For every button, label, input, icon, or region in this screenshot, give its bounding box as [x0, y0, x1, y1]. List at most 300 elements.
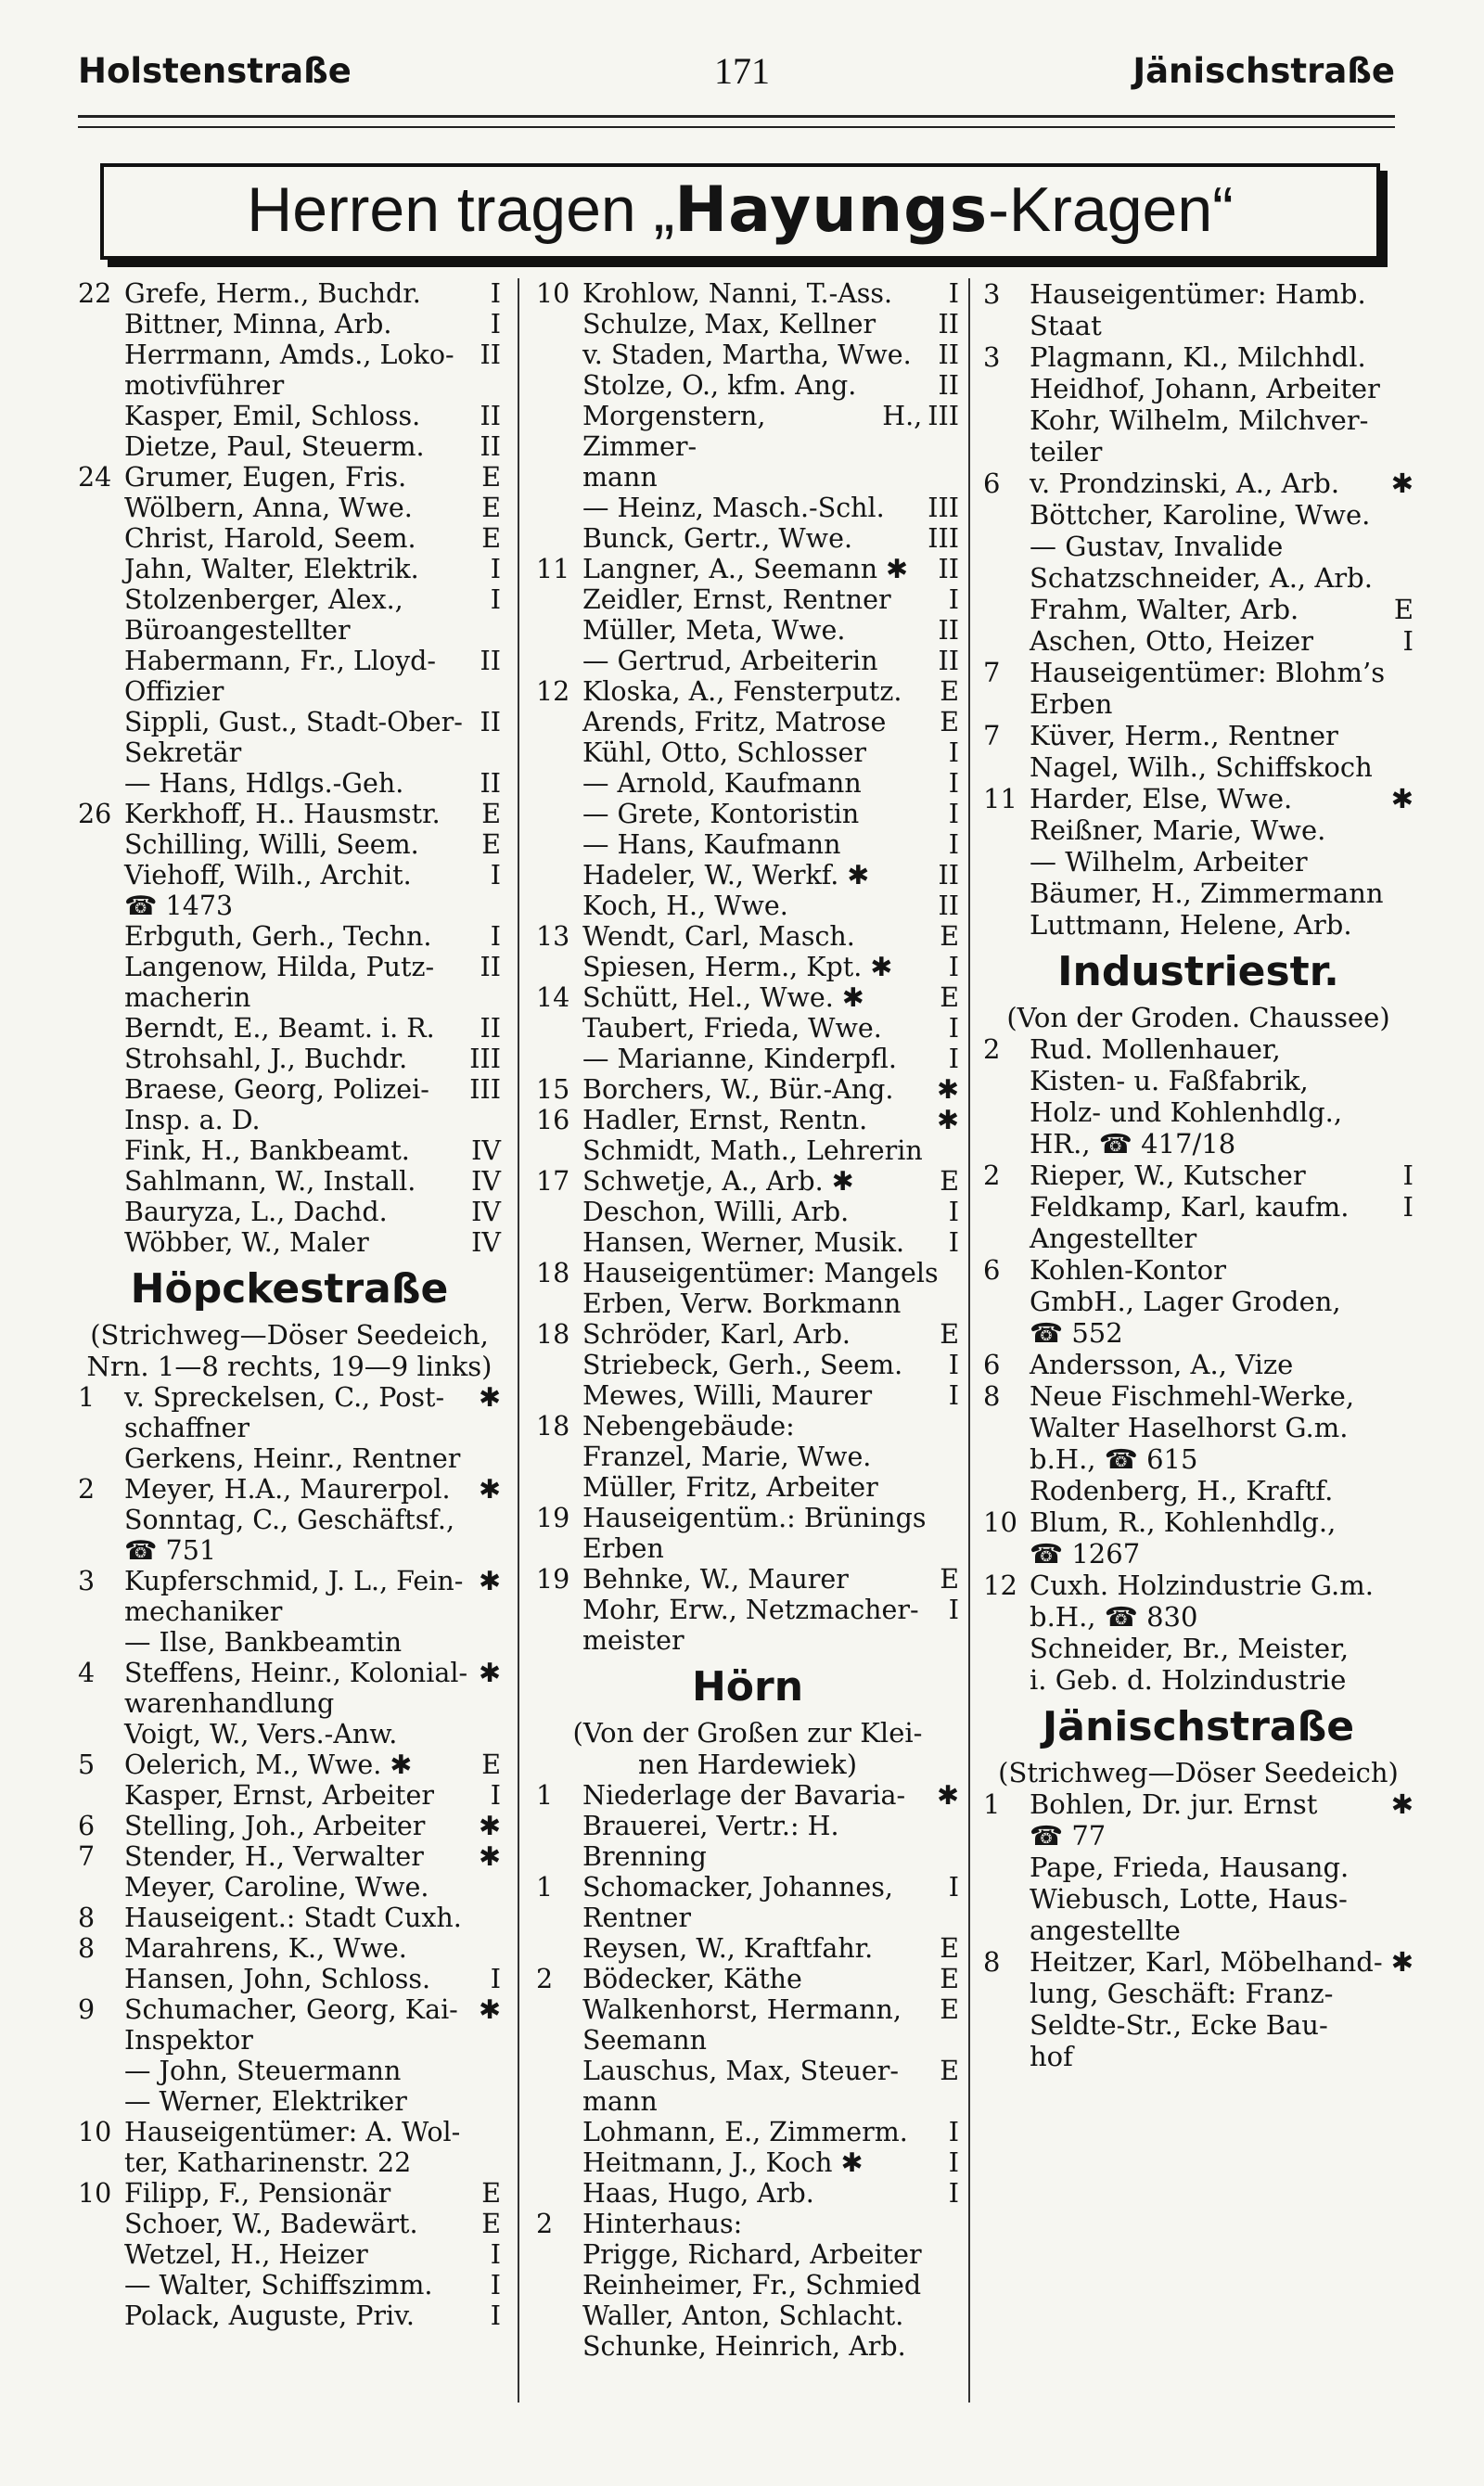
floor-marker: II — [938, 891, 959, 921]
resident-entry — [78, 1197, 501, 1227]
floor-marker — [495, 1872, 501, 1903]
floor-marker: E — [481, 523, 501, 554]
house-number: 4 — [78, 1658, 96, 1688]
resident-text: Hansen, John, Schloss. — [124, 1964, 431, 1994]
resident-entry — [78, 1566, 501, 1627]
resident-entry — [78, 1443, 501, 1474]
floor-marker — [1408, 1633, 1414, 1696]
floor-marker: I — [490, 1964, 501, 1994]
resident-entry — [536, 737, 959, 768]
house-number: 2 — [536, 1964, 554, 1994]
resident-entry — [983, 1191, 1414, 1254]
resident-text: — Hans, Kaufmann — [582, 829, 841, 860]
resident-text: Hansen, Werner, Musik. — [582, 1227, 905, 1258]
resident-text: Schomacker, Johannes, Rentner — [582, 1872, 893, 1933]
floor-marker — [953, 1411, 959, 1472]
running-head-left: Holstenstraße — [78, 51, 352, 91]
resident-entry — [983, 594, 1414, 625]
resident-text: Schneider, Br., Meister, i. Geb. d. Holzindustrie — [1030, 1633, 1350, 1696]
floor-marker: II — [480, 952, 501, 982]
house-number: 2 — [536, 2209, 554, 2239]
resident-entry — [536, 707, 959, 737]
resident-entry — [78, 1933, 501, 1964]
house-number — [536, 523, 582, 554]
floor-marker: E — [940, 707, 959, 737]
ad-brand: Hayungs — [674, 173, 989, 247]
resident-entry — [983, 1254, 1414, 1349]
resident-text: Stender, H., Verwalter — [124, 1841, 424, 1872]
house-number: 3 — [78, 1566, 96, 1596]
house-number: 12 — [536, 676, 570, 707]
resident-text: Hauseigentümer: Mangels Erben, Verw. Borkmann — [582, 1258, 939, 1319]
floor-marker: I — [948, 1013, 959, 1044]
resident-entry — [536, 1013, 959, 1044]
floor-marker: IV — [471, 1135, 501, 1166]
house-number — [78, 431, 124, 462]
house-number: 2 — [983, 1160, 1001, 1191]
floor-marker: III — [928, 493, 959, 523]
floor-marker: I — [490, 584, 501, 615]
street-heading: Jänischstraße — [1042, 1703, 1355, 1750]
house-number: 7 — [78, 1841, 96, 1872]
floor-marker: II — [938, 340, 959, 370]
resident-entry — [78, 2209, 501, 2239]
floor-marker — [495, 2086, 501, 2117]
floor-marker: I — [948, 737, 959, 768]
resident-entry — [536, 1780, 959, 1872]
floor-marker — [495, 1719, 501, 1749]
floor-marker: II — [480, 768, 501, 799]
resident-text: Hauseigentümer: Blohm’s Erben — [1030, 657, 1386, 720]
floor-marker: I — [948, 799, 959, 829]
resident-text: Andersson, A., Vize — [1030, 1349, 1294, 1380]
resident-entry — [78, 462, 501, 493]
resident-entry — [536, 646, 959, 676]
floor-marker: I — [948, 1197, 959, 1227]
resident-text: Viehoff, Wilh., Archit. ☎ 1473 — [124, 860, 412, 921]
house-number — [78, 2086, 124, 2117]
resident-entry — [983, 1475, 1414, 1506]
resident-text: Wiebusch, Lotte, Haus- angestellte — [1030, 1883, 1348, 1946]
resident-text: Kerkhoff, H.. Hausmstr. — [124, 799, 441, 829]
resident-entry — [536, 829, 959, 860]
floor-marker: E — [1393, 594, 1414, 625]
resident-text: Feldkamp, Karl, kaufm. Angestellter — [1030, 1191, 1350, 1254]
house-number — [536, 2178, 582, 2209]
resident-entry — [536, 1166, 959, 1197]
resident-text: Sahlmann, W., Install. — [124, 1166, 416, 1197]
house-number — [983, 1191, 1030, 1254]
house-number — [983, 814, 1030, 846]
house-number — [78, 2239, 124, 2270]
resident-text: Langner, A., Seemann ✱ — [582, 554, 909, 584]
house-number — [983, 404, 1030, 468]
floor-marker: E — [940, 921, 959, 952]
resident-text: Dietze, Paul, Steuerm. — [124, 431, 425, 462]
resident-text: v. Prondzinski, A., Arb. — [1030, 468, 1340, 499]
resident-text: Nebengebäude: Franzel, Marie, Wwe. — [582, 1411, 872, 1472]
resident-entry — [536, 1994, 959, 2056]
house-number: 1 — [536, 1780, 554, 1811]
house-number — [78, 584, 124, 646]
resident-entry — [536, 370, 959, 401]
floor-marker: I — [948, 2178, 959, 2209]
floor-marker: ✱ — [1390, 468, 1414, 499]
floor-marker: II — [938, 554, 959, 584]
resident-entry — [536, 2056, 959, 2117]
floor-marker: I — [490, 1780, 501, 1811]
resident-entry — [983, 1852, 1414, 1883]
floor-marker: I — [1402, 625, 1414, 657]
resident-text: Bäumer, H., Zimmermann — [1030, 878, 1384, 909]
floor-marker — [953, 2300, 959, 2331]
resident-text: Taubert, Frieda, Wwe. — [582, 1013, 882, 1044]
floor-marker: ✱ — [937, 1780, 959, 1811]
house-number: 18 — [536, 1258, 570, 1288]
resident-text: Sippli, Gust., Stadt-Ober- Sekretär — [124, 707, 463, 768]
floor-marker: II — [480, 646, 501, 676]
resident-text: Kohr, Wilhelm, Milchver- teiler — [1030, 404, 1369, 468]
floor-marker: II — [938, 370, 959, 401]
resident-entry — [536, 401, 959, 493]
resident-entry — [536, 1074, 959, 1105]
resident-entry — [78, 921, 501, 952]
resident-text: Rodenberg, H., Kraftf. — [1030, 1475, 1334, 1506]
floor-marker: I — [948, 1044, 959, 1074]
resident-text: Müller, Meta, Wwe. — [582, 615, 846, 646]
floor-marker: I — [948, 1350, 959, 1380]
floor-marker — [495, 1627, 501, 1658]
resident-entry — [983, 1033, 1414, 1160]
resident-entry — [78, 1227, 501, 1258]
resident-entry — [78, 1658, 501, 1719]
resident-entry — [78, 1382, 501, 1443]
resident-entry — [78, 1719, 501, 1749]
resident-text: Hauseigentüm.: Brünings Erben — [582, 1503, 927, 1564]
resident-text: Meyer, H.A., Maurerpol. — [124, 1474, 451, 1505]
resident-entry — [983, 1883, 1414, 1946]
resident-text: Morgenstern, H., Zimmer- mann — [582, 401, 923, 493]
house-number — [983, 1633, 1030, 1696]
resident-entry — [78, 1903, 501, 1933]
house-number — [983, 625, 1030, 657]
resident-text: Polack, Auguste, Priv. — [124, 2300, 415, 2331]
resident-text: Wetzel, H., Heizer — [124, 2239, 368, 2270]
house-number — [536, 1227, 582, 1258]
resident-entry — [78, 309, 501, 340]
resident-text: Schwetje, A., Arb. ✱ — [582, 1166, 854, 1197]
floor-marker — [495, 1443, 501, 1474]
resident-entry — [536, 1227, 959, 1258]
house-number: 11 — [983, 783, 1017, 814]
resident-text: Aschen, Otto, Heizer — [1030, 625, 1314, 657]
resident-text: — Gertrud, Arbeiterin — [582, 646, 878, 676]
floor-marker — [1408, 846, 1414, 878]
floor-marker: II — [480, 340, 501, 370]
house-number: 15 — [536, 1074, 570, 1105]
house-number — [78, 1227, 124, 1258]
floor-marker — [1408, 1506, 1414, 1570]
house-number: 6 — [983, 468, 1001, 499]
resident-text: Harder, Else, Wwe. — [1030, 783, 1293, 814]
resident-text: Meyer, Caroline, Wwe. — [124, 1872, 429, 1903]
house-number: 8 — [78, 1903, 96, 1933]
resident-text: Reysen, W., Kraftfahr. — [582, 1933, 874, 1964]
house-number — [536, 1135, 582, 1166]
floor-marker: ✱ — [479, 1994, 501, 2025]
floor-marker: I — [948, 2117, 959, 2147]
column-3 — [983, 278, 1414, 2412]
floor-marker: E — [940, 1964, 959, 1994]
column-2 — [536, 278, 959, 2412]
house-number — [983, 751, 1030, 783]
column-divider — [968, 278, 970, 2403]
house-number: 5 — [78, 1749, 96, 1780]
floor-marker — [1408, 720, 1414, 751]
floor-marker: II — [938, 309, 959, 340]
street-heading: Höpckestraße — [130, 1265, 449, 1313]
house-number — [536, 737, 582, 768]
resident-entry — [78, 1780, 501, 1811]
house-number — [536, 860, 582, 891]
resident-text: v. Spreckelsen, C., Post- schaffner — [124, 1382, 445, 1443]
resident-entry — [536, 1044, 959, 1074]
resident-entry — [536, 278, 959, 309]
floor-marker: ✱ — [937, 1074, 959, 1105]
resident-entry — [983, 783, 1414, 814]
column-1 — [78, 278, 501, 2412]
resident-entry — [983, 1160, 1414, 1191]
floor-marker — [1408, 1380, 1414, 1475]
resident-entry — [536, 1380, 959, 1411]
floor-marker — [953, 1258, 959, 1319]
house-number: 18 — [536, 1319, 570, 1350]
resident-text: — Gustav, Invalide — [1030, 531, 1284, 562]
resident-entry — [78, 1964, 501, 1994]
floor-marker — [1408, 878, 1414, 909]
house-number — [536, 829, 582, 860]
resident-entry — [78, 1749, 501, 1780]
house-number — [78, 1044, 124, 1074]
resident-text: — Grete, Kontoristin — [582, 799, 860, 829]
floor-marker — [1408, 1033, 1414, 1160]
floor-marker: I — [948, 952, 959, 982]
house-number — [78, 1872, 124, 1903]
house-number: 1 — [78, 1382, 96, 1413]
resident-entry — [536, 1595, 959, 1656]
resident-text: Sonntag, C., Geschäftsf., ☎ 751 — [124, 1505, 455, 1566]
floor-marker: ✱ — [479, 1474, 501, 1505]
resident-text: Reißner, Marie, Wwe. — [1030, 814, 1326, 846]
resident-entry — [536, 676, 959, 707]
resident-text: Filipp, F., Pensionär — [124, 2178, 391, 2209]
resident-entry — [536, 921, 959, 952]
house-number — [983, 594, 1030, 625]
resident-entry — [78, 952, 501, 1013]
house-number — [78, 1013, 124, 1044]
floor-marker — [1408, 278, 1414, 341]
resident-entry — [536, 1197, 959, 1227]
house-number — [536, 309, 582, 340]
house-number: 1 — [983, 1788, 1001, 1820]
floor-marker: E — [940, 676, 959, 707]
resident-entry — [78, 1994, 501, 2056]
resident-text: v. Staden, Martha, Wwe. — [582, 340, 912, 370]
resident-entry — [78, 1166, 501, 1197]
floor-marker — [495, 2117, 501, 2178]
floor-marker: IV — [471, 1166, 501, 1197]
floor-marker — [495, 1505, 501, 1566]
house-number — [536, 799, 582, 829]
house-number — [536, 584, 582, 615]
house-number — [78, 1197, 124, 1227]
house-number: 18 — [536, 1411, 570, 1442]
house-number: 22 — [78, 278, 112, 309]
header-rule-thin — [78, 126, 1395, 128]
resident-text: Grumer, Eugen, Fris. — [124, 462, 407, 493]
resident-entry — [78, 493, 501, 523]
floor-marker: I — [490, 2300, 501, 2331]
floor-marker: ✱ — [479, 1658, 501, 1688]
resident-entry — [983, 1788, 1414, 1852]
floor-marker — [1408, 1570, 1414, 1633]
house-number — [536, 2117, 582, 2147]
resident-text: Voigt, W., Vers.-Anw. — [124, 1719, 398, 1749]
resident-text: Stelling, Joh., Arbeiter — [124, 1811, 426, 1841]
house-number — [983, 1883, 1030, 1946]
resident-entry — [78, 584, 501, 646]
resident-entry — [78, 2300, 501, 2331]
house-number — [78, 1719, 124, 1749]
house-number — [536, 891, 582, 921]
resident-entry — [536, 1564, 959, 1595]
resident-text: Jahn, Walter, Elektrik. — [124, 554, 419, 584]
resident-text: Hadeler, W., Werkf. ✱ — [582, 860, 870, 891]
floor-marker: II — [938, 860, 959, 891]
resident-entry — [78, 554, 501, 584]
house-number — [536, 646, 582, 676]
resident-text: Bunck, Gertr., Wwe. — [582, 523, 852, 554]
resident-entry — [983, 278, 1414, 341]
house-number: 10 — [983, 1506, 1017, 1538]
house-number — [983, 531, 1030, 562]
resident-text: Pape, Frieda, Hausang. — [1030, 1852, 1350, 1883]
floor-marker: I — [490, 921, 501, 952]
house-number — [78, 646, 124, 707]
floor-marker: IV — [471, 1227, 501, 1258]
floor-marker: E — [940, 982, 959, 1013]
floor-marker: ✱ — [479, 1811, 501, 1841]
house-number: 19 — [536, 1503, 570, 1533]
resident-text: Bödecker, Käthe — [582, 1964, 802, 1994]
resident-text: Blum, R., Kohlenhdlg., ☎ 1267 — [1030, 1506, 1337, 1570]
house-number: 19 — [536, 1564, 570, 1595]
floor-marker: E — [940, 1994, 959, 2025]
resident-text: Küver, Herm., Rentner — [1030, 720, 1338, 751]
resident-text: Waller, Anton, Schlacht. — [582, 2300, 904, 2331]
house-number — [536, 1013, 582, 1044]
house-number — [78, 401, 124, 431]
house-number — [983, 909, 1030, 941]
resident-entry — [536, 982, 959, 1013]
house-number: 10 — [78, 2178, 112, 2209]
resident-entry — [78, 1627, 501, 1658]
floor-marker: III — [469, 1044, 501, 1074]
resident-text: Steffens, Heinr., Kolonial- warenhandlung — [124, 1658, 468, 1719]
house-number — [78, 1135, 124, 1166]
house-number — [536, 707, 582, 737]
resident-entry — [536, 2178, 959, 2209]
house-number — [536, 768, 582, 799]
resident-entry — [536, 1472, 959, 1503]
resident-text: Mohr, Erw., Netzmacher- meister — [582, 1595, 919, 1656]
floor-marker: E — [481, 1749, 501, 1780]
resident-text: Christ, Harold, Seem. — [124, 523, 416, 554]
floor-marker: I — [948, 1227, 959, 1258]
resident-entry — [536, 768, 959, 799]
floor-marker — [953, 2209, 959, 2270]
resident-text: Müller, Fritz, Arbeiter — [582, 1472, 878, 1503]
resident-text: Walkenhorst, Hermann, Seemann — [582, 1994, 902, 2056]
house-number — [536, 1380, 582, 1411]
house-number: 3 — [983, 341, 1001, 373]
resident-entry — [78, 2239, 501, 2270]
column-divider — [518, 278, 519, 2403]
resident-text: Kühl, Otto, Schlosser — [582, 737, 867, 768]
street-subtitle: (Von der Groden. Chaussee) — [1006, 1002, 1390, 1033]
resident-text: Arends, Fritz, Matrose — [582, 707, 887, 737]
resident-entry — [983, 657, 1414, 720]
house-number — [78, 952, 124, 1013]
floor-marker: E — [481, 2209, 501, 2239]
floor-marker: II — [480, 1013, 501, 1044]
resident-text: Haas, Hugo, Arb. — [582, 2178, 814, 2209]
resident-entry — [78, 646, 501, 707]
house-number: 12 — [983, 1570, 1017, 1601]
resident-entry — [78, 1013, 501, 1044]
resident-entry — [78, 768, 501, 799]
resident-text: Wendt, Carl, Masch. — [582, 921, 855, 952]
street-heading: Industriestr. — [1057, 948, 1339, 995]
floor-marker: II — [480, 707, 501, 737]
house-number: 11 — [536, 554, 570, 584]
resident-entry — [536, 1933, 959, 1964]
house-number — [78, 523, 124, 554]
house-number: 14 — [536, 982, 570, 1013]
floor-marker — [953, 1472, 959, 1503]
house-number — [536, 615, 582, 646]
house-number — [536, 1933, 582, 1964]
resident-text: — Heinz, Masch.-Schl. — [582, 493, 885, 523]
floor-marker: I — [948, 2147, 959, 2178]
street-subtitle: (Strichweg—Döser Seedeich, Nrn. 1—8 rechts, 19—9 links) — [86, 1319, 493, 1382]
house-number: 6 — [78, 1811, 96, 1841]
floor-marker: I — [948, 1595, 959, 1625]
floor-marker: E — [940, 1319, 959, 1350]
resident-text: Spiesen, Herm., Kpt. ✱ — [582, 952, 893, 982]
resident-text: Heitmann, J., Koch ✱ — [582, 2147, 864, 2178]
house-number — [78, 1166, 124, 1197]
house-number — [536, 1197, 582, 1227]
floor-marker — [953, 2270, 959, 2300]
floor-marker: I — [1402, 1191, 1414, 1223]
house-number — [78, 309, 124, 340]
house-number: 9 — [78, 1994, 96, 2025]
house-number — [78, 340, 124, 401]
resident-entry — [983, 531, 1414, 562]
resident-entry — [536, 584, 959, 615]
house-number — [536, 1595, 582, 1656]
